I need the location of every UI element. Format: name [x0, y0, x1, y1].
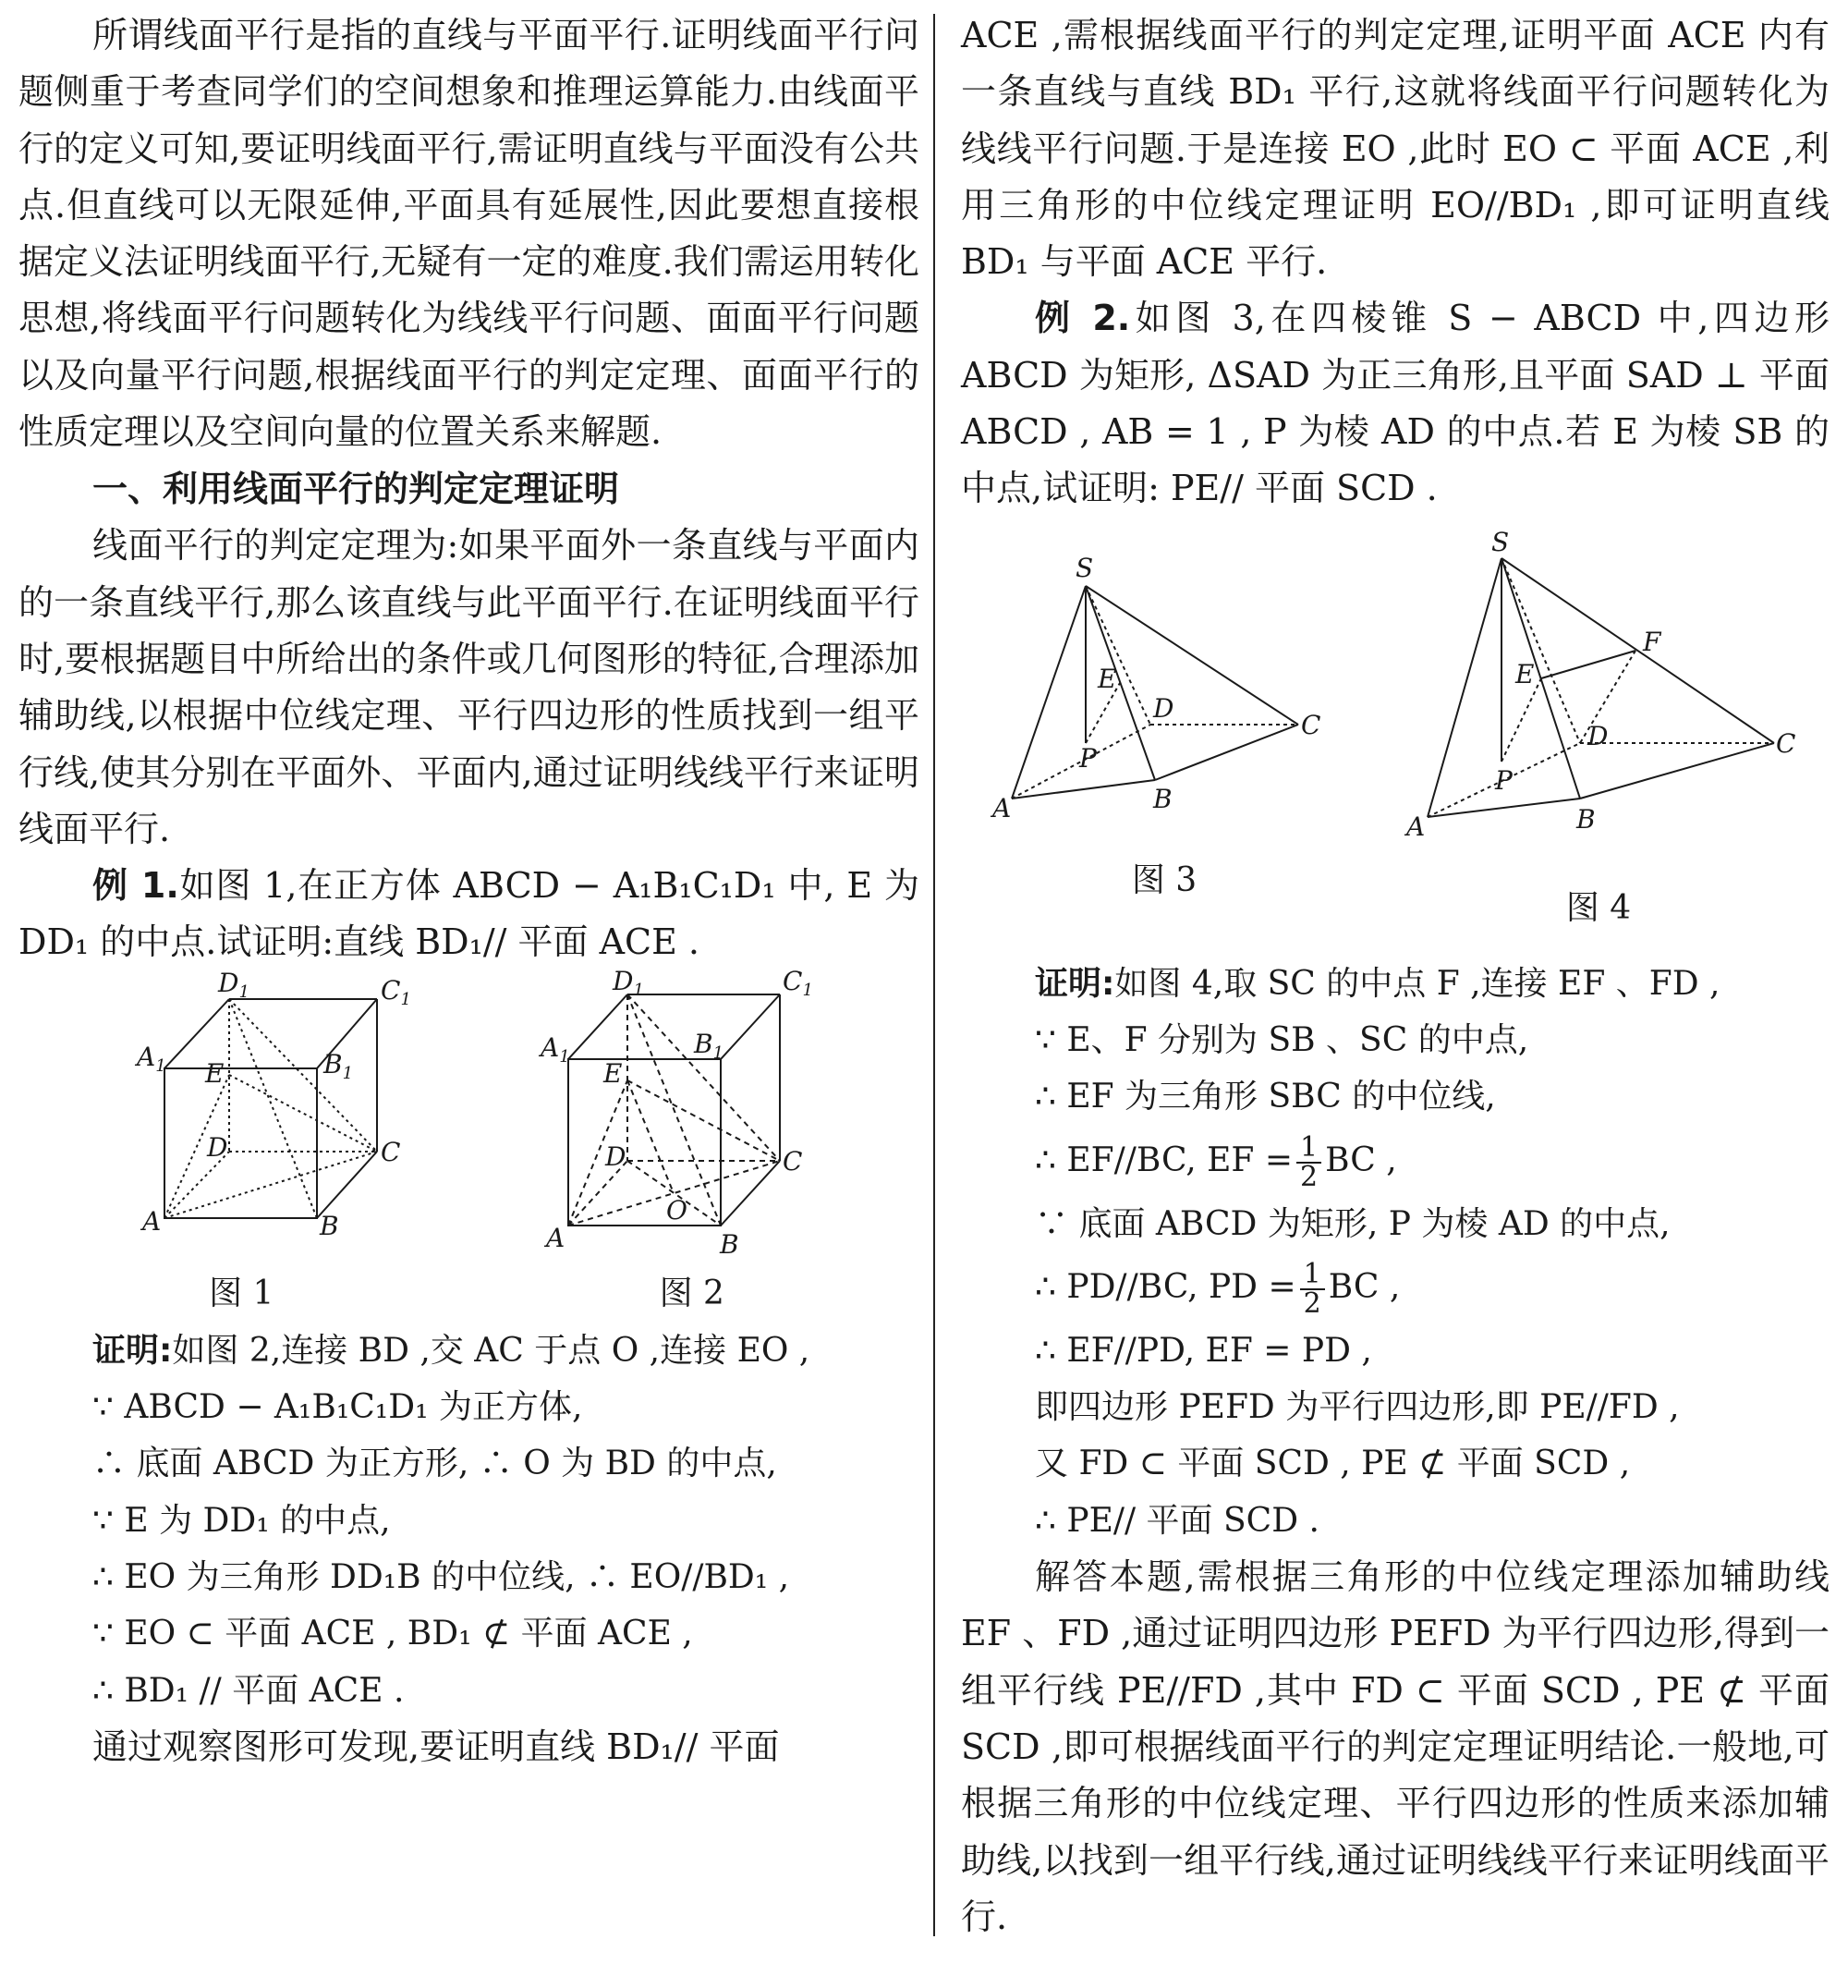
proof-1-line-6: ∴ BD₁ // 平面 ACE . [92, 1671, 405, 1710]
left-column [18, 7, 919, 1775]
proof-2-line-7: ∴ EF//PD, EF = PD , [1035, 1331, 1372, 1370]
observation-paragraph: 通过观察图形可发现,要证明直线 BD₁// 平面 [92, 1726, 780, 1767]
svg-text:B1: $B_1$ [693, 1028, 723, 1063]
figure-2 [535, 965, 849, 1323]
example-2 [961, 290, 1830, 517]
svg-text:B1: $B_1$ [323, 1048, 354, 1083]
svg-text:A1: $A_1$ [137, 1041, 166, 1076]
svg-text:A: A [545, 1222, 565, 1253]
proof-2-line-4-a: ∴ EF//BC, EF = [1035, 1140, 1293, 1179]
right-column [961, 7, 1830, 1945]
svg-text:F: F [1643, 626, 1661, 657]
example-1-text: 如图 1,在正方体 ABCD − A₁B₁C₁D₁ 中, E 为 DD₁ 的中点.试证明:直线 BD₁// 平面 ACE . [18, 865, 919, 963]
proof-2-line-6 [961, 1252, 1830, 1323]
svg-text:C: C [1776, 727, 1796, 759]
figure-1-caption: 图 1 [209, 1274, 274, 1312]
proof-2-line-9: 又 FD ⊂ 平面 SCD , PE ⊄ 平面 SCD , [1035, 1445, 1631, 1483]
figure-3-caption: 图 3 [1131, 860, 1198, 899]
svg-text:A: A [992, 792, 1012, 823]
fraction-1-numerator: 1 [1296, 1134, 1321, 1164]
proof-2-line-6-b: BC , [1328, 1267, 1401, 1306]
example-1 [18, 858, 919, 971]
svg-text:D1: $D_1$ [218, 967, 250, 1002]
fraction-2-denominator: 2 [1303, 1287, 1321, 1320]
proof-2-line-6-a: ∴ PD//BC, PD = [1035, 1267, 1296, 1306]
proof-1-line-3: ∵ E 为 DD₁ 的中点, [92, 1501, 391, 1540]
svg-text:D1: $D_1$ [612, 965, 644, 1000]
fraction-half-1 [1296, 1130, 1321, 1193]
figures-3-4 [961, 526, 1830, 956]
svg-text:C: C [1301, 709, 1321, 740]
svg-text:D: D [1153, 692, 1174, 724]
theorem-paragraph: 线面平行的判定定理为:如果平面外一条直线与平面内的一条直线平行,那么该直线与此平面平行.在证明线面平行时,要根据题目中所给出的条件或几何图形的特征,合理添加辅助线,以根据中位线定理、平行四边形的性质找到一组平行线,使其分别在平面外、平面内,通过证明线线平行来证明线面平行. [18, 525, 919, 849]
svg-text:E: E [205, 1057, 225, 1089]
svg-text:O: O [665, 1194, 687, 1226]
svg-text:E: E [1515, 658, 1535, 689]
proof-2-line-4-b: BC , [1325, 1140, 1397, 1179]
svg-text:C: C [381, 1136, 401, 1167]
svg-text:A: A [1406, 811, 1426, 842]
proof-1-line-4: ∴ EO 为三角形 DD₁B 的中位线, ∴ EO//BD₁ , [92, 1557, 790, 1596]
proof-2-line-5: ∵ 底面 ABCD 为矩形, P 为棱 AD 的中点, [1035, 1204, 1671, 1243]
fraction-half-2 [1300, 1257, 1325, 1320]
svg-text:P: P [1079, 742, 1097, 774]
proof-1-label: 证明: [92, 1331, 173, 1370]
proof-2-line-1 [961, 956, 1830, 1012]
proof-1-text-0: 如图 2,连接 BD ,交 AC 于点 O ,连接 EO , [172, 1331, 810, 1370]
proof-2-label: 证明: [1035, 964, 1115, 1003]
svg-text:C1: $C_1$ [381, 974, 412, 1009]
column-divider [933, 14, 935, 1936]
figure-2-caption: 图 2 [659, 1274, 724, 1312]
intro-paragraph: 所谓线面平行是指的直线与平面平行.证明线面平行问题侧重于考查同学们的空间想象和推理运算能力.由线面平行的定义可知,要证明线面平行,需证明直线与平面没有公共点.但直线可以无限延伸,平面具有延展性,因此要想直接根据定义法证明线面平行,无疑有一定的难度.我们需运用转化思想,将线面平行问题转化为线线平行问题、面面平行问题以及向量平行问题,根据线面平行的判定定理、面面平行的性质定理以及空间向量的位置关系来解题. [18, 15, 919, 453]
proof-1-line-2: ∴ 底面 ABCD 为正方形, ∴ O 为 BD 的中点, [92, 1445, 777, 1483]
example-2-text: 如图 3,在四棱锥 S − ABCD 中,四边形 ABCD 为矩形, ΔSAD 为正三角形,且平面 SAD ⊥ 平面 ABCD , AB = 1 , P 为棱 AD 的中点.若 E 为棱 SB 的中点,试证明: PE// 平面 SCD . [961, 298, 1830, 509]
proof-1-line-5: ∵ EO ⊂ 平面 ACE , BD₁ ⊄ 平面 ACE , [92, 1615, 693, 1653]
fraction-1-denominator: 2 [1300, 1160, 1319, 1193]
figures-1-2 [18, 965, 919, 1323]
svg-text:E: E [1098, 663, 1117, 694]
svg-text:B: B [719, 1228, 739, 1260]
svg-text:S: S [1491, 526, 1510, 557]
cube-diagram-2 [535, 965, 849, 1267]
svg-text:E: E [602, 1057, 623, 1089]
svg-text:P: P [1495, 764, 1513, 796]
proof-2-line-4 [961, 1126, 1830, 1196]
cube-diagram-1 [89, 967, 412, 1267]
proof-2-line-10: ∴ PE// 平面 SCD . [1035, 1501, 1319, 1540]
fraction-2-numerator: 1 [1300, 1261, 1325, 1290]
svg-text:C: C [782, 1145, 803, 1177]
svg-text:B: B [1153, 783, 1173, 814]
svg-text:D: D [604, 1140, 626, 1172]
proof-1-line-1: ∵ ABCD − A₁B₁C₁D₁ 为正方体, [92, 1388, 583, 1427]
proof-1-line-0 [18, 1323, 919, 1379]
proof-2-line-8: 即四边形 PEFD 为平行四边形,即 PE//FD , [1035, 1388, 1680, 1427]
pyramid-diagram-4 [1386, 526, 1811, 882]
svg-text:S: S [1076, 552, 1094, 583]
continuation-paragraph: ACE ,需根据线面平行的判定定理,证明平面 ACE 内有一条直线与直线 BD₁ 平行,这就将线面平行问题转化为线线平行问题.于是连接 EO ,此时 EO ⊂ 平面 ACE ,利用三角形的中位线定理证明 EO//BD₁ ,即可证明直线 BD₁ 与平面 ACE 平行. [961, 15, 1830, 283]
example-1-label: 例 1. [92, 865, 179, 907]
svg-text:D: D [207, 1131, 228, 1163]
figure-1 [89, 967, 412, 1323]
example-2-label: 例 2. [1035, 298, 1131, 339]
figure-4-caption: 图 4 [1565, 888, 1632, 927]
svg-text:A: A [142, 1205, 162, 1237]
proof-2-text-1: 如图 4,取 SC 的中点 F ,连接 EF 、FD , [1114, 964, 1720, 1003]
section-heading: 一、利用线面平行的判定定理证明 [92, 469, 620, 510]
svg-text:C1: $C_1$ [782, 965, 813, 1000]
svg-text:B: B [320, 1210, 339, 1241]
pyramid-diagram-3 [979, 549, 1349, 854]
summary-paragraph: 解答本题,需根据三角形的中位线定理添加辅助线 EF 、FD ,通过证明四边形 PEFD 为平行四边形,得到一组平行线 PE//FD ,其中 FD ⊂ 平面 SCD , PE ⊄ 平面 SCD ,即可根据线面平行的判定定理证明结论.一般地,可根据三角形的中位线定理、平行四边形的性质来添加辅助线,以找到一组平行线,通过证明线线平行来证明线面平行. [961, 1556, 1830, 1937]
figure-4 [1386, 526, 1811, 956]
svg-text:A1: $A_1$ [540, 1031, 570, 1067]
proof-2-line-2: ∵ E、F 分别为 SB 、SC 的中点, [1035, 1020, 1529, 1059]
svg-text:D: D [1587, 720, 1609, 751]
svg-text:B: B [1576, 803, 1596, 835]
proof-2-line-3: ∴ EF 为三角形 SBC 的中位线, [1035, 1078, 1496, 1116]
figure-3 [979, 531, 1349, 956]
